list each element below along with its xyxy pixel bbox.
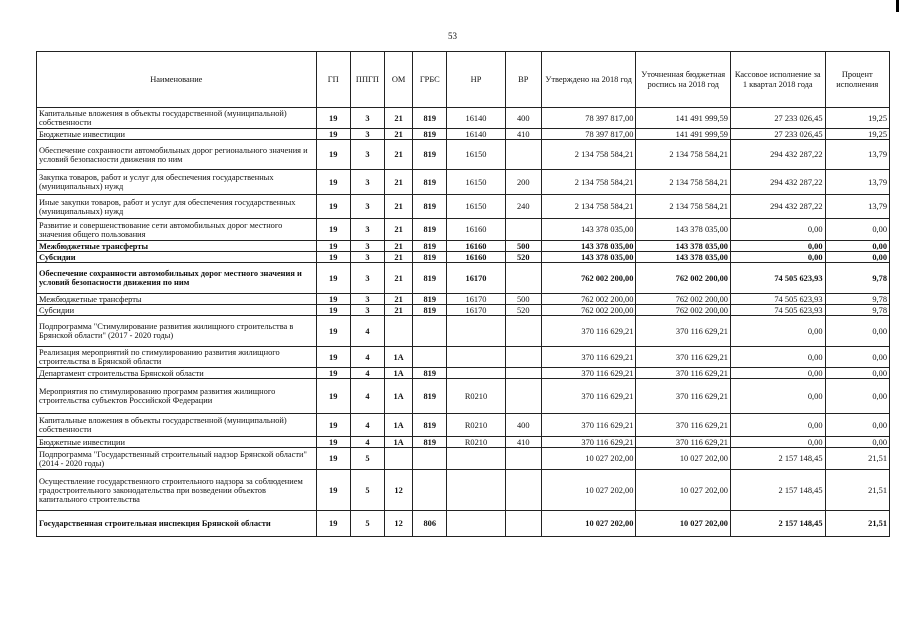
header-approved: Утверждено на 2018 год: [541, 52, 636, 108]
row-refined: 143 378 035,00: [636, 252, 731, 263]
row-om: 1А: [385, 368, 413, 379]
row-name: Развитие и совершенствование сети автомобильных дорог местного значения общего пользования: [37, 219, 317, 241]
table-row: [37, 347, 890, 368]
row-vr: [505, 511, 541, 537]
table-row: [37, 140, 890, 170]
row-cash: 2 157 148,45: [730, 511, 825, 537]
row-vr: [505, 448, 541, 470]
row-nr: 16160: [447, 241, 505, 252]
row-approved: 143 378 035,00: [541, 241, 636, 252]
row-name: Межбюджетные трансферты: [37, 241, 317, 252]
row-cash: 0,00: [730, 379, 825, 414]
row-name: Обеспечение сохранности автомобильных дорог регионального значения и условий безопасности движения по ним: [37, 140, 317, 170]
row-refined: 10 027 202,00: [636, 470, 731, 511]
row-refined: 2 134 758 584,21: [636, 195, 731, 219]
row-cash: 0,00: [730, 414, 825, 437]
row-name: Бюджетные инвестиции: [37, 129, 317, 140]
row-approved: 2 134 758 584,21: [541, 195, 636, 219]
budget-execution-table: [36, 51, 890, 537]
row-name: Департамент строительства Брянской области: [37, 368, 317, 379]
row-approved: 2 134 758 584,21: [541, 170, 636, 195]
row-refined: 143 378 035,00: [636, 241, 731, 252]
row-ppgp: 3: [350, 294, 384, 305]
row-refined: 2 134 758 584,21: [636, 170, 731, 195]
row-om: 21: [385, 129, 413, 140]
row-grbs: 819: [413, 241, 447, 252]
row-approved: 370 116 629,21: [541, 379, 636, 414]
header-vr: ВР: [505, 52, 541, 108]
row-cash: 0,00: [730, 219, 825, 241]
row-cash: 294 432 287,22: [730, 195, 825, 219]
row-grbs: 819: [413, 379, 447, 414]
row-om: 12: [385, 511, 413, 537]
row-om: 21: [385, 108, 413, 129]
table-row: [37, 511, 890, 537]
row-nr: [447, 368, 505, 379]
row-om: 21: [385, 140, 413, 170]
row-name: Бюджетные инвестиции: [37, 437, 317, 448]
row-name: Иные закупки товаров, работ и услуг для обеспечения государственных (муниципальных) нужд: [37, 195, 317, 219]
row-percent: 0,00: [825, 316, 889, 347]
table-row: [37, 448, 890, 470]
header-grbs: ГРБС: [413, 52, 447, 108]
row-gp: 19: [316, 347, 350, 368]
row-percent: 13,79: [825, 170, 889, 195]
row-ppgp: 5: [350, 448, 384, 470]
row-om: 21: [385, 241, 413, 252]
row-approved: 10 027 202,00: [541, 470, 636, 511]
row-approved: 370 116 629,21: [541, 347, 636, 368]
row-approved: 370 116 629,21: [541, 368, 636, 379]
row-cash: 74 505 623,93: [730, 263, 825, 294]
row-nr: [447, 448, 505, 470]
row-gp: 19: [316, 511, 350, 537]
row-approved: 10 027 202,00: [541, 448, 636, 470]
header-gp: ГП: [316, 52, 350, 108]
row-om: 21: [385, 294, 413, 305]
page-number: 53: [448, 31, 457, 41]
row-ppgp: 4: [350, 347, 384, 368]
row-grbs: 819: [413, 108, 447, 129]
row-ppgp: 3: [350, 241, 384, 252]
table-row: [37, 368, 890, 379]
row-gp: 19: [316, 108, 350, 129]
row-percent: 9,78: [825, 294, 889, 305]
header-nr: НР: [447, 52, 505, 108]
row-ppgp: 4: [350, 368, 384, 379]
row-nr: [447, 511, 505, 537]
header-refined: Уточненная бюджетная роспись на 2018 год: [636, 52, 731, 108]
row-ppgp: 5: [350, 470, 384, 511]
row-name: Мероприятия по стимулированию программ развития жилищного строительства субъектов Российской Федерации: [37, 379, 317, 414]
row-gp: 19: [316, 294, 350, 305]
row-percent: 0,00: [825, 414, 889, 437]
table-row: [37, 263, 890, 294]
row-vr: 500: [505, 294, 541, 305]
row-vr: [505, 219, 541, 241]
row-name: Осуществление государственного строительного надзора за соблюдением градостроительного законодательства при возведении объектов капитального строительства: [37, 470, 317, 511]
row-nr: 16160: [447, 219, 505, 241]
row-nr: 16170: [447, 305, 505, 316]
row-grbs: 819: [413, 219, 447, 241]
row-name: Капитальные вложения в объекты государственной (муниципальной) собственности: [37, 414, 317, 437]
header-name: Наименование: [37, 52, 317, 108]
row-grbs: 819: [413, 368, 447, 379]
row-percent: 19,25: [825, 108, 889, 129]
table-row: [37, 219, 890, 241]
table-row: [37, 195, 890, 219]
row-refined: 762 002 200,00: [636, 305, 731, 316]
row-gp: 19: [316, 263, 350, 294]
row-grbs: 819: [413, 170, 447, 195]
row-vr: 520: [505, 252, 541, 263]
row-percent: 0,00: [825, 379, 889, 414]
row-grbs: [413, 448, 447, 470]
row-om: 21: [385, 219, 413, 241]
row-approved: 762 002 200,00: [541, 294, 636, 305]
row-ppgp: 3: [350, 263, 384, 294]
row-name: Капитальные вложения в объекты государственной (муниципальной) собственности: [37, 108, 317, 129]
table-row: [37, 241, 890, 252]
row-nr: 16150: [447, 140, 505, 170]
row-vr: [505, 316, 541, 347]
row-name: Подпрограмма "Стимулирование развития жилищного строительства в Брянской области" (2017 - 2020 годы): [37, 316, 317, 347]
row-percent: 13,79: [825, 195, 889, 219]
row-name: Обеспечение сохранности автомобильных дорог местного значения и условий безопасности движения по ним: [37, 263, 317, 294]
row-nr: R0210: [447, 437, 505, 448]
row-cash: 0,00: [730, 437, 825, 448]
row-ppgp: 4: [350, 414, 384, 437]
row-name: Субсидии: [37, 252, 317, 263]
row-grbs: 819: [413, 437, 447, 448]
row-cash: 294 432 287,22: [730, 170, 825, 195]
row-refined: 370 116 629,21: [636, 414, 731, 437]
row-refined: 370 116 629,21: [636, 347, 731, 368]
row-percent: 0,00: [825, 241, 889, 252]
row-om: 21: [385, 195, 413, 219]
row-name: Реализация мероприятий по стимулированию развития жилищного строительства в Брянской области: [37, 347, 317, 368]
row-percent: 21,51: [825, 470, 889, 511]
row-grbs: 819: [413, 294, 447, 305]
table-row: [37, 305, 890, 316]
table-row: [37, 414, 890, 437]
row-ppgp: 3: [350, 140, 384, 170]
row-grbs: 819: [413, 263, 447, 294]
table-row: [37, 316, 890, 347]
row-gp: 19: [316, 252, 350, 263]
row-cash: 74 505 623,93: [730, 294, 825, 305]
table-row: [37, 252, 890, 263]
row-approved: 762 002 200,00: [541, 305, 636, 316]
row-om: 21: [385, 252, 413, 263]
header-percent: Процент исполнения: [825, 52, 889, 108]
row-grbs: 819: [413, 305, 447, 316]
row-grbs: [413, 347, 447, 368]
row-percent: 9,78: [825, 263, 889, 294]
row-cash: 2 157 148,45: [730, 470, 825, 511]
row-cash: 0,00: [730, 241, 825, 252]
header-om: ОМ: [385, 52, 413, 108]
row-ppgp: 3: [350, 170, 384, 195]
row-refined: 762 002 200,00: [636, 294, 731, 305]
row-approved: 2 134 758 584,21: [541, 140, 636, 170]
row-gp: 19: [316, 448, 350, 470]
row-percent: 13,79: [825, 140, 889, 170]
row-cash: 0,00: [730, 316, 825, 347]
table-row: [37, 170, 890, 195]
row-nr: [447, 347, 505, 368]
row-ppgp: 5: [350, 511, 384, 537]
row-cash: 0,00: [730, 347, 825, 368]
row-grbs: [413, 470, 447, 511]
row-vr: 400: [505, 108, 541, 129]
row-refined: 10 027 202,00: [636, 511, 731, 537]
row-percent: 9,78: [825, 305, 889, 316]
row-percent: 0,00: [825, 437, 889, 448]
row-cash: 74 505 623,93: [730, 305, 825, 316]
row-refined: 141 491 999,59: [636, 108, 731, 129]
row-vr: [505, 368, 541, 379]
row-nr: [447, 470, 505, 511]
row-grbs: 806: [413, 511, 447, 537]
row-vr: 410: [505, 129, 541, 140]
row-ppgp: 3: [350, 108, 384, 129]
row-nr: 16140: [447, 129, 505, 140]
row-percent: 21,51: [825, 511, 889, 537]
header-ppgp: ППГП: [350, 52, 384, 108]
row-om: 1А: [385, 379, 413, 414]
row-gp: 19: [316, 170, 350, 195]
row-gp: 19: [316, 470, 350, 511]
table-row: [37, 108, 890, 129]
row-ppgp: 3: [350, 305, 384, 316]
row-gp: 19: [316, 305, 350, 316]
row-om: 1А: [385, 414, 413, 437]
row-approved: 143 378 035,00: [541, 252, 636, 263]
row-om: 1А: [385, 347, 413, 368]
row-nr: 16150: [447, 195, 505, 219]
row-name: Субсидии: [37, 305, 317, 316]
row-om: 21: [385, 170, 413, 195]
row-grbs: [413, 316, 447, 347]
row-percent: 0,00: [825, 219, 889, 241]
row-nr: R0210: [447, 414, 505, 437]
row-cash: 27 233 026,45: [730, 108, 825, 129]
row-refined: 2 134 758 584,21: [636, 140, 731, 170]
row-cash: 294 432 287,22: [730, 140, 825, 170]
row-name: Подпрограмма "Государственный строительный надзор Брянской области" (2014 - 2020 годы): [37, 448, 317, 470]
row-om: [385, 316, 413, 347]
row-gp: 19: [316, 414, 350, 437]
row-vr: 240: [505, 195, 541, 219]
row-vr: 500: [505, 241, 541, 252]
row-refined: 370 116 629,21: [636, 368, 731, 379]
row-nr: [447, 316, 505, 347]
row-ppgp: 3: [350, 252, 384, 263]
row-gp: 19: [316, 129, 350, 140]
row-cash: 0,00: [730, 252, 825, 263]
table-body: [37, 108, 890, 537]
row-refined: 370 116 629,21: [636, 379, 731, 414]
row-approved: 10 027 202,00: [541, 511, 636, 537]
row-gp: 19: [316, 195, 350, 219]
row-cash: 2 157 148,45: [730, 448, 825, 470]
table-row: [37, 379, 890, 414]
table-row: [37, 294, 890, 305]
table-row: [37, 129, 890, 140]
row-ppgp: 3: [350, 129, 384, 140]
row-nr: 16170: [447, 294, 505, 305]
row-vr: 410: [505, 437, 541, 448]
row-gp: 19: [316, 437, 350, 448]
header-cash: Кассовое исполнение за 1 квартал 2018 года: [730, 52, 825, 108]
row-vr: 200: [505, 170, 541, 195]
row-om: 12: [385, 470, 413, 511]
row-refined: 762 002 200,00: [636, 263, 731, 294]
row-approved: 370 116 629,21: [541, 414, 636, 437]
row-vr: [505, 379, 541, 414]
row-gp: 19: [316, 219, 350, 241]
row-ppgp: 4: [350, 437, 384, 448]
row-percent: 0,00: [825, 252, 889, 263]
row-percent: 0,00: [825, 347, 889, 368]
row-refined: 10 027 202,00: [636, 448, 731, 470]
row-approved: 143 378 035,00: [541, 219, 636, 241]
row-ppgp: 3: [350, 195, 384, 219]
row-cash: 0,00: [730, 368, 825, 379]
row-approved: 370 116 629,21: [541, 437, 636, 448]
row-nr: 16150: [447, 170, 505, 195]
row-grbs: 819: [413, 140, 447, 170]
row-grbs: 819: [413, 414, 447, 437]
row-grbs: 819: [413, 195, 447, 219]
row-ppgp: 4: [350, 379, 384, 414]
row-refined: 143 378 035,00: [636, 219, 731, 241]
row-refined: 370 116 629,21: [636, 316, 731, 347]
table-row: [37, 470, 890, 511]
row-approved: 762 002 200,00: [541, 263, 636, 294]
row-name: Закупка товаров, работ и услуг для обеспечения государственных (муниципальных) нужд: [37, 170, 317, 195]
row-vr: [505, 263, 541, 294]
row-gp: 19: [316, 140, 350, 170]
row-approved: 78 397 817,00: [541, 108, 636, 129]
row-ppgp: 3: [350, 219, 384, 241]
row-grbs: 819: [413, 252, 447, 263]
row-cash: 27 233 026,45: [730, 129, 825, 140]
row-vr: [505, 470, 541, 511]
row-nr: R0210: [447, 379, 505, 414]
row-om: [385, 448, 413, 470]
row-name: Межбюджетные трансферты: [37, 294, 317, 305]
row-vr: [505, 140, 541, 170]
table-row: [37, 437, 890, 448]
row-nr: 16160: [447, 252, 505, 263]
row-percent: 21,51: [825, 448, 889, 470]
row-om: 21: [385, 305, 413, 316]
row-gp: 19: [316, 379, 350, 414]
row-approved: 370 116 629,21: [541, 316, 636, 347]
row-approved: 78 397 817,00: [541, 129, 636, 140]
row-gp: 19: [316, 368, 350, 379]
row-om: 1А: [385, 437, 413, 448]
row-name: Государственная строительная инспекция Брянской области: [37, 511, 317, 537]
row-gp: 19: [316, 316, 350, 347]
scan-edge-mark: [896, 0, 899, 12]
row-refined: 370 116 629,21: [636, 437, 731, 448]
table-header-row: [37, 52, 890, 108]
row-nr: 16140: [447, 108, 505, 129]
row-refined: 141 491 999,59: [636, 129, 731, 140]
row-percent: 0,00: [825, 368, 889, 379]
row-vr: 400: [505, 414, 541, 437]
row-ppgp: 4: [350, 316, 384, 347]
row-vr: [505, 347, 541, 368]
row-gp: 19: [316, 241, 350, 252]
row-percent: 19,25: [825, 129, 889, 140]
row-nr: 16170: [447, 263, 505, 294]
row-grbs: 819: [413, 129, 447, 140]
row-vr: 520: [505, 305, 541, 316]
row-om: 21: [385, 263, 413, 294]
